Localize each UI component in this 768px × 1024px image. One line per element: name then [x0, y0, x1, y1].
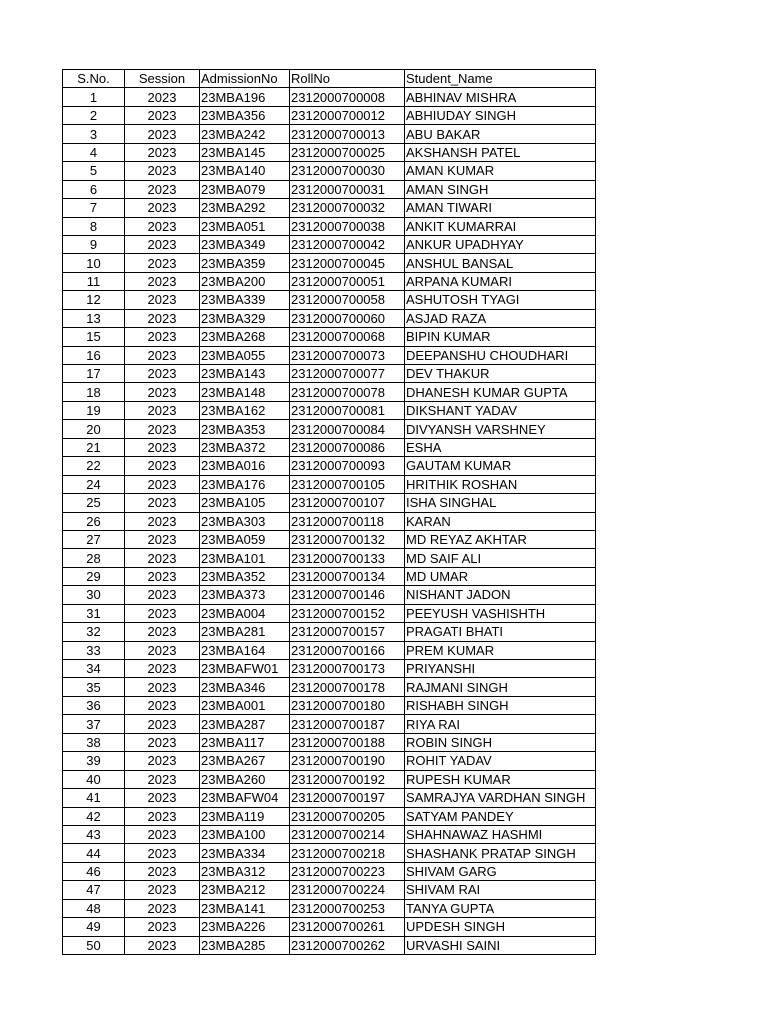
- cell-admission-no: 23MBA349: [200, 235, 290, 253]
- header-roll-no: RollNo: [290, 70, 405, 88]
- cell-roll-no: 2312000700086: [290, 438, 405, 456]
- cell-sno: 35: [63, 678, 125, 696]
- cell-session: 2023: [125, 660, 200, 678]
- cell-admission-no: 23MBA105: [200, 494, 290, 512]
- cell-roll-no: 2312000700146: [290, 586, 405, 604]
- cell-student-name: AMAN KUMAR: [405, 162, 596, 180]
- table-row: [63, 125, 596, 143]
- table-row: [63, 586, 596, 604]
- cell-roll-no: 2312000700051: [290, 272, 405, 290]
- cell-sno: 5: [63, 162, 125, 180]
- cell-sno: 2: [63, 106, 125, 124]
- cell-sno: 1: [63, 88, 125, 106]
- cell-session: 2023: [125, 457, 200, 475]
- cell-sno: 30: [63, 586, 125, 604]
- cell-student-name: PEEYUSH VASHISHTH: [405, 604, 596, 622]
- cell-session: 2023: [125, 365, 200, 383]
- cell-roll-no: 2312000700084: [290, 420, 405, 438]
- cell-session: 2023: [125, 106, 200, 124]
- cell-student-name: PRAGATI BHATI: [405, 623, 596, 641]
- cell-sno: 4: [63, 143, 125, 161]
- cell-sno: 16: [63, 346, 125, 364]
- table-row: [63, 199, 596, 217]
- cell-student-name: SHIVAM RAI: [405, 881, 596, 899]
- cell-sno: 40: [63, 770, 125, 788]
- cell-student-name: ISHA SINGHAL: [405, 494, 596, 512]
- cell-admission-no: 23MBA329: [200, 309, 290, 327]
- cell-sno: 32: [63, 623, 125, 641]
- table-row: [63, 844, 596, 862]
- table-row: [63, 530, 596, 548]
- cell-roll-no: 2312000700197: [290, 789, 405, 807]
- cell-admission-no: 23MBA145: [200, 143, 290, 161]
- cell-admission-no: 23MBA101: [200, 549, 290, 567]
- cell-session: 2023: [125, 494, 200, 512]
- cell-session: 2023: [125, 125, 200, 143]
- cell-admission-no: 23MBA372: [200, 438, 290, 456]
- cell-student-name: AMAN SINGH: [405, 180, 596, 198]
- header-admission-no: AdmissionNo: [200, 70, 290, 88]
- cell-student-name: HRITHIK ROSHAN: [405, 475, 596, 493]
- cell-sno: 44: [63, 844, 125, 862]
- cell-roll-no: 2312000700045: [290, 254, 405, 272]
- cell-admission-no: 23MBA346: [200, 678, 290, 696]
- cell-roll-no: 2312000700105: [290, 475, 405, 493]
- cell-admission-no: 23MBA004: [200, 604, 290, 622]
- cell-session: 2023: [125, 235, 200, 253]
- table-row: [63, 494, 596, 512]
- cell-session: 2023: [125, 162, 200, 180]
- cell-student-name: RISHABH SINGH: [405, 696, 596, 714]
- table-header-row: [63, 70, 596, 88]
- cell-admission-no: 23MBA285: [200, 936, 290, 954]
- table-row: [63, 180, 596, 198]
- cell-sno: 25: [63, 494, 125, 512]
- cell-session: 2023: [125, 549, 200, 567]
- cell-session: 2023: [125, 309, 200, 327]
- table-row: [63, 733, 596, 751]
- cell-sno: 7: [63, 199, 125, 217]
- cell-admission-no: 23MBA267: [200, 752, 290, 770]
- cell-sno: 49: [63, 918, 125, 936]
- cell-sno: 18: [63, 383, 125, 401]
- cell-student-name: URVASHI SAINI: [405, 936, 596, 954]
- cell-student-name: NISHANT JADON: [405, 586, 596, 604]
- cell-sno: 24: [63, 475, 125, 493]
- cell-session: 2023: [125, 678, 200, 696]
- cell-admission-no: 23MBA016: [200, 457, 290, 475]
- header-session: Session: [125, 70, 200, 88]
- cell-sno: 39: [63, 752, 125, 770]
- cell-student-name: ABHIUDAY SINGH: [405, 106, 596, 124]
- cell-roll-no: 2312000700132: [290, 530, 405, 548]
- cell-student-name: DHANESH KUMAR GUPTA: [405, 383, 596, 401]
- cell-session: 2023: [125, 475, 200, 493]
- cell-roll-no: 2312000700032: [290, 199, 405, 217]
- table-row: [63, 162, 596, 180]
- cell-student-name: DIVYANSH VARSHNEY: [405, 420, 596, 438]
- cell-student-name: ABU BAKAR: [405, 125, 596, 143]
- table-row: [63, 789, 596, 807]
- cell-sno: 31: [63, 604, 125, 622]
- table-row: [63, 752, 596, 770]
- table-row: [63, 660, 596, 678]
- cell-student-name: AMAN TIWARI: [405, 199, 596, 217]
- cell-student-name: SHASHANK PRATAP SINGH: [405, 844, 596, 862]
- table-row: [63, 106, 596, 124]
- table-row: [63, 346, 596, 364]
- table-row: [63, 696, 596, 714]
- cell-admission-no: 23MBA055: [200, 346, 290, 364]
- cell-student-name: MD UMAR: [405, 567, 596, 585]
- cell-admission-no: 23MBA079: [200, 180, 290, 198]
- cell-session: 2023: [125, 143, 200, 161]
- cell-roll-no: 2312000700012: [290, 106, 405, 124]
- table-row: [63, 272, 596, 290]
- cell-session: 2023: [125, 567, 200, 585]
- cell-session: 2023: [125, 825, 200, 843]
- cell-session: 2023: [125, 254, 200, 272]
- cell-admission-no: 23MBA242: [200, 125, 290, 143]
- cell-sno: 20: [63, 420, 125, 438]
- cell-session: 2023: [125, 862, 200, 880]
- table-row: [63, 235, 596, 253]
- cell-session: 2023: [125, 881, 200, 899]
- cell-roll-no: 2312000700166: [290, 641, 405, 659]
- cell-admission-no: 23MBA356: [200, 106, 290, 124]
- cell-student-name: SATYAM PANDEY: [405, 807, 596, 825]
- table-row: [63, 328, 596, 346]
- cell-roll-no: 2312000700253: [290, 899, 405, 917]
- cell-sno: 13: [63, 309, 125, 327]
- cell-roll-no: 2312000700157: [290, 623, 405, 641]
- cell-sno: 9: [63, 235, 125, 253]
- cell-session: 2023: [125, 844, 200, 862]
- cell-roll-no: 2312000700223: [290, 862, 405, 880]
- cell-sno: 8: [63, 217, 125, 235]
- cell-sno: 48: [63, 899, 125, 917]
- cell-roll-no: 2312000700031: [290, 180, 405, 198]
- cell-roll-no: 2312000700013: [290, 125, 405, 143]
- table-row: [63, 918, 596, 936]
- cell-sno: 36: [63, 696, 125, 714]
- cell-roll-no: 2312000700107: [290, 494, 405, 512]
- table-row: [63, 862, 596, 880]
- cell-session: 2023: [125, 586, 200, 604]
- table-row: [63, 438, 596, 456]
- cell-admission-no: 23MBA287: [200, 715, 290, 733]
- table-row: [63, 641, 596, 659]
- cell-session: 2023: [125, 420, 200, 438]
- cell-student-name: SHAHNAWAZ HASHMI: [405, 825, 596, 843]
- cell-admission-no: 23MBA176: [200, 475, 290, 493]
- table-row: [63, 217, 596, 235]
- student-roster-table: [62, 69, 596, 955]
- cell-session: 2023: [125, 641, 200, 659]
- cell-roll-no: 2312000700077: [290, 365, 405, 383]
- cell-roll-no: 2312000700058: [290, 291, 405, 309]
- table-row: [63, 457, 596, 475]
- cell-session: 2023: [125, 530, 200, 548]
- table-row: [63, 567, 596, 585]
- cell-admission-no: 23MBAFW01: [200, 660, 290, 678]
- cell-student-name: ANKIT KUMARRAI: [405, 217, 596, 235]
- cell-sno: 43: [63, 825, 125, 843]
- cell-sno: 28: [63, 549, 125, 567]
- cell-session: 2023: [125, 918, 200, 936]
- cell-student-name: ABHINAV MISHRA: [405, 88, 596, 106]
- cell-admission-no: 23MBA226: [200, 918, 290, 936]
- cell-roll-no: 2312000700205: [290, 807, 405, 825]
- cell-admission-no: 23MBA140: [200, 162, 290, 180]
- cell-student-name: RIYA RAI: [405, 715, 596, 733]
- cell-student-name: TANYA GUPTA: [405, 899, 596, 917]
- cell-student-name: ROHIT YADAV: [405, 752, 596, 770]
- cell-student-name: ROBIN SINGH: [405, 733, 596, 751]
- cell-student-name: PREM KUMAR: [405, 641, 596, 659]
- table-row: [63, 143, 596, 161]
- cell-session: 2023: [125, 88, 200, 106]
- cell-roll-no: 2312000700068: [290, 328, 405, 346]
- cell-roll-no: 2312000700190: [290, 752, 405, 770]
- cell-roll-no: 2312000700173: [290, 660, 405, 678]
- table-row: [63, 549, 596, 567]
- cell-sno: 10: [63, 254, 125, 272]
- cell-session: 2023: [125, 696, 200, 714]
- cell-admission-no: 23MBA164: [200, 641, 290, 659]
- cell-student-name: DEEPANSHU CHOUDHARI: [405, 346, 596, 364]
- cell-sno: 34: [63, 660, 125, 678]
- table-row: [63, 770, 596, 788]
- cell-admission-no: 23MBA059: [200, 530, 290, 548]
- cell-admission-no: 23MBA339: [200, 291, 290, 309]
- cell-student-name: SHIVAM GARG: [405, 862, 596, 880]
- cell-sno: 19: [63, 401, 125, 419]
- cell-roll-no: 2312000700187: [290, 715, 405, 733]
- cell-session: 2023: [125, 291, 200, 309]
- cell-roll-no: 2312000700038: [290, 217, 405, 235]
- cell-admission-no: 23MBA268: [200, 328, 290, 346]
- cell-admission-no: 23MBA117: [200, 733, 290, 751]
- cell-admission-no: 23MBA359: [200, 254, 290, 272]
- cell-admission-no: 23MBA312: [200, 862, 290, 880]
- cell-roll-no: 2312000700008: [290, 88, 405, 106]
- cell-admission-no: 23MBA292: [200, 199, 290, 217]
- cell-roll-no: 2312000700188: [290, 733, 405, 751]
- cell-sno: 11: [63, 272, 125, 290]
- cell-student-name: BIPIN KUMAR: [405, 328, 596, 346]
- cell-admission-no: 23MBA260: [200, 770, 290, 788]
- cell-roll-no: 2312000700180: [290, 696, 405, 714]
- cell-admission-no: 23MBA051: [200, 217, 290, 235]
- cell-sno: 29: [63, 567, 125, 585]
- cell-session: 2023: [125, 715, 200, 733]
- cell-student-name: ASHUTOSH TYAGI: [405, 291, 596, 309]
- cell-roll-no: 2312000700192: [290, 770, 405, 788]
- cell-session: 2023: [125, 899, 200, 917]
- table-row: [63, 365, 596, 383]
- cell-roll-no: 2312000700133: [290, 549, 405, 567]
- cell-session: 2023: [125, 789, 200, 807]
- table-row: [63, 623, 596, 641]
- cell-sno: 17: [63, 365, 125, 383]
- cell-admission-no: 23MBA373: [200, 586, 290, 604]
- table-row: [63, 881, 596, 899]
- cell-sno: 50: [63, 936, 125, 954]
- cell-sno: 47: [63, 881, 125, 899]
- table-row: [63, 291, 596, 309]
- cell-admission-no: 23MBA334: [200, 844, 290, 862]
- cell-admission-no: 23MBA196: [200, 88, 290, 106]
- table-row: [63, 899, 596, 917]
- cell-session: 2023: [125, 438, 200, 456]
- table-row: [63, 807, 596, 825]
- table-row: [63, 475, 596, 493]
- cell-admission-no: 23MBAFW04: [200, 789, 290, 807]
- table-row: [63, 715, 596, 733]
- header-sno: S.No.: [63, 70, 125, 88]
- cell-sno: 22: [63, 457, 125, 475]
- cell-roll-no: 2312000700214: [290, 825, 405, 843]
- cell-roll-no: 2312000700224: [290, 881, 405, 899]
- cell-student-name: GAUTAM KUMAR: [405, 457, 596, 475]
- table-row: [63, 825, 596, 843]
- cell-admission-no: 23MBA352: [200, 567, 290, 585]
- cell-student-name: DIKSHANT YADAV: [405, 401, 596, 419]
- cell-session: 2023: [125, 752, 200, 770]
- cell-roll-no: 2312000700025: [290, 143, 405, 161]
- table-row: [63, 401, 596, 419]
- cell-admission-no: 23MBA001: [200, 696, 290, 714]
- table-row: [63, 512, 596, 530]
- table-row: [63, 420, 596, 438]
- cell-session: 2023: [125, 604, 200, 622]
- cell-student-name: RAJMANI SINGH: [405, 678, 596, 696]
- table-row: [63, 309, 596, 327]
- cell-student-name: MD SAIF ALI: [405, 549, 596, 567]
- cell-session: 2023: [125, 199, 200, 217]
- cell-sno: 27: [63, 530, 125, 548]
- cell-sno: 12: [63, 291, 125, 309]
- cell-sno: 41: [63, 789, 125, 807]
- cell-session: 2023: [125, 401, 200, 419]
- cell-student-name: ESHA: [405, 438, 596, 456]
- header-student-name: Student_Name: [405, 70, 596, 88]
- cell-session: 2023: [125, 383, 200, 401]
- cell-session: 2023: [125, 733, 200, 751]
- cell-roll-no: 2312000700030: [290, 162, 405, 180]
- cell-admission-no: 23MBA100: [200, 825, 290, 843]
- cell-roll-no: 2312000700042: [290, 235, 405, 253]
- cell-roll-no: 2312000700081: [290, 401, 405, 419]
- cell-roll-no: 2312000700261: [290, 918, 405, 936]
- cell-admission-no: 23MBA212: [200, 881, 290, 899]
- cell-roll-no: 2312000700152: [290, 604, 405, 622]
- cell-sno: 46: [63, 862, 125, 880]
- cell-admission-no: 23MBA143: [200, 365, 290, 383]
- cell-roll-no: 2312000700060: [290, 309, 405, 327]
- cell-student-name: DEV THAKUR: [405, 365, 596, 383]
- cell-sno: 21: [63, 438, 125, 456]
- cell-student-name: ARPANA KUMARI: [405, 272, 596, 290]
- cell-roll-no: 2312000700218: [290, 844, 405, 862]
- table-row: [63, 383, 596, 401]
- cell-student-name: PRIYANSHI: [405, 660, 596, 678]
- cell-roll-no: 2312000700118: [290, 512, 405, 530]
- cell-session: 2023: [125, 346, 200, 364]
- cell-roll-no: 2312000700073: [290, 346, 405, 364]
- cell-student-name: ANSHUL BANSAL: [405, 254, 596, 272]
- cell-admission-no: 23MBA200: [200, 272, 290, 290]
- cell-session: 2023: [125, 807, 200, 825]
- cell-student-name: KARAN: [405, 512, 596, 530]
- table-row: [63, 678, 596, 696]
- cell-session: 2023: [125, 180, 200, 198]
- cell-roll-no: 2312000700093: [290, 457, 405, 475]
- table-row: [63, 88, 596, 106]
- cell-admission-no: 23MBA353: [200, 420, 290, 438]
- cell-session: 2023: [125, 217, 200, 235]
- cell-admission-no: 23MBA119: [200, 807, 290, 825]
- cell-session: 2023: [125, 328, 200, 346]
- cell-admission-no: 23MBA141: [200, 899, 290, 917]
- cell-session: 2023: [125, 512, 200, 530]
- cell-roll-no: 2312000700262: [290, 936, 405, 954]
- table-row: [63, 254, 596, 272]
- cell-sno: 37: [63, 715, 125, 733]
- cell-admission-no: 23MBA148: [200, 383, 290, 401]
- cell-student-name: SAMRAJYA VARDHAN SINGH: [405, 789, 596, 807]
- cell-admission-no: 23MBA162: [200, 401, 290, 419]
- cell-admission-no: 23MBA281: [200, 623, 290, 641]
- cell-sno: 38: [63, 733, 125, 751]
- cell-session: 2023: [125, 272, 200, 290]
- cell-session: 2023: [125, 770, 200, 788]
- table-row: [63, 604, 596, 622]
- cell-session: 2023: [125, 623, 200, 641]
- cell-sno: 3: [63, 125, 125, 143]
- cell-roll-no: 2312000700078: [290, 383, 405, 401]
- cell-roll-no: 2312000700134: [290, 567, 405, 585]
- cell-roll-no: 2312000700178: [290, 678, 405, 696]
- cell-student-name: ANKUR UPADHYAY: [405, 235, 596, 253]
- cell-sno: 6: [63, 180, 125, 198]
- cell-student-name: UPDESH SINGH: [405, 918, 596, 936]
- table-body: [63, 88, 596, 955]
- cell-sno: 15: [63, 328, 125, 346]
- cell-student-name: ASJAD RAZA: [405, 309, 596, 327]
- cell-sno: 42: [63, 807, 125, 825]
- cell-student-name: MD REYAZ AKHTAR: [405, 530, 596, 548]
- cell-sno: 26: [63, 512, 125, 530]
- cell-session: 2023: [125, 936, 200, 954]
- cell-student-name: AKSHANSH PATEL: [405, 143, 596, 161]
- table-row: [63, 936, 596, 954]
- cell-admission-no: 23MBA303: [200, 512, 290, 530]
- cell-student-name: RUPESH KUMAR: [405, 770, 596, 788]
- cell-sno: 33: [63, 641, 125, 659]
